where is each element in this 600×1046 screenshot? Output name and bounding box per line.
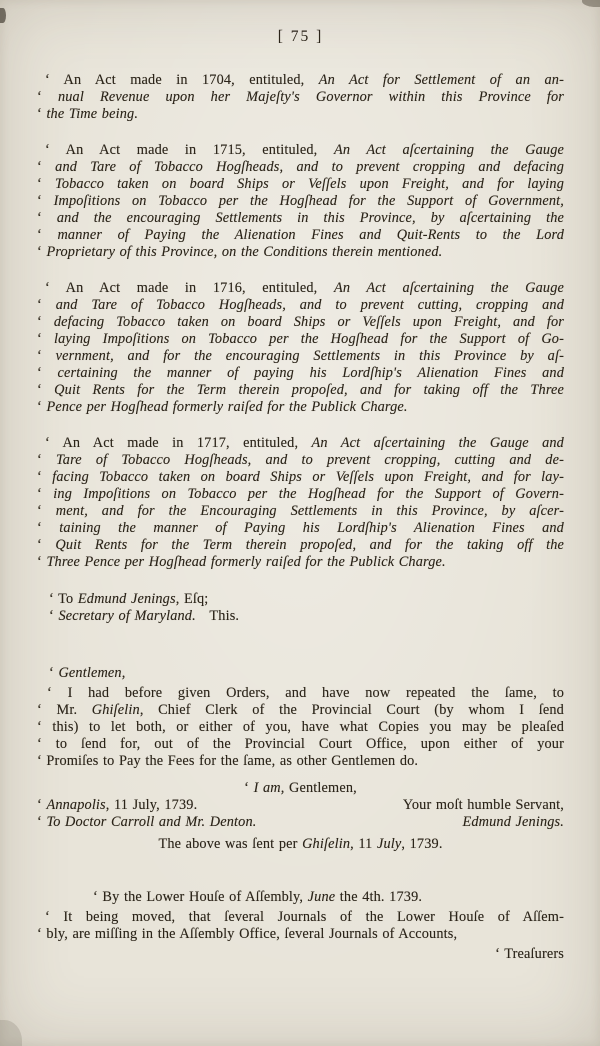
text-segment: ‘ To <box>49 591 78 607</box>
text-line <box>37 244 564 261</box>
text-segment: ‘ An Act made in 1717, entituled, <box>45 435 312 451</box>
line-right-part <box>403 797 564 814</box>
text-segment: ‘ I had before given Orders, and have now repeated the ſame, to <box>47 685 564 701</box>
text-segment: Edmund Jenings <box>77 591 176 607</box>
text-segment: ‘ <box>37 193 54 209</box>
text-line <box>37 297 564 314</box>
text-segment: facing Tobacco taken on board Ships or Veſſels upon Freight, and for lay- <box>52 469 565 485</box>
text-line <box>37 159 564 176</box>
text-line <box>37 382 564 399</box>
text-segment: manner of Paying the Alienation Fines and Quit-Rents to the Lord <box>57 227 564 243</box>
text-segment: This. <box>195 608 240 624</box>
text-segment: ‘ <box>37 159 56 175</box>
text-segment: ‘ <box>37 106 47 122</box>
line-right-part <box>462 814 564 831</box>
text-segment: Annapolis <box>46 797 106 813</box>
text-segment: the 4th. 1739. <box>335 889 423 905</box>
text-line <box>37 926 564 943</box>
text-segment: Impoſitions on Tobacco per the Hogſhead for the Support of Government, <box>53 193 565 209</box>
text-segment: Tobacco taken on board Ships or Veſſels upon Freight, and for laying <box>55 176 564 192</box>
text-line <box>37 452 564 469</box>
text-segment: ‘ <box>49 665 59 681</box>
text-segment: ‘ this) to let both, or either of you, have what Copies you may be pleaſed <box>37 719 564 735</box>
block-catchword <box>37 946 564 963</box>
text-segment: ‘ <box>37 486 54 502</box>
text-segment: ‘ <box>37 382 55 398</box>
text-segment: ‘ <box>37 210 57 226</box>
text-segment: , Chief Clerk of the Provincial Court (by whom I ſend <box>139 702 564 718</box>
text-line <box>37 486 564 503</box>
block-act <box>37 280 564 416</box>
page-number: [ 75 ] <box>277 28 324 45</box>
text-segment: laying Impoſitions on Tobacco per the Hogſhead for the Support of Go- <box>53 331 565 347</box>
scan-artifact <box>0 1020 22 1046</box>
text-line <box>37 537 564 554</box>
text-line <box>37 753 564 770</box>
text-line <box>37 176 564 193</box>
text-segment: ‘ <box>37 227 58 243</box>
text-line <box>37 348 564 365</box>
text-segment: ‘ An Act made in 1716, entituled, <box>45 280 334 296</box>
text-line <box>37 399 564 416</box>
text-segment: , Eſq; <box>175 591 209 607</box>
text-line <box>37 106 564 123</box>
text-segment: Gentlemen, <box>58 665 126 681</box>
text-line <box>37 685 564 702</box>
text-line <box>37 89 564 106</box>
text-segment: Your moſt humble Servant, <box>402 797 564 813</box>
text-segment: ‘ <box>37 176 56 192</box>
text-segment: Gentlemen, <box>284 780 357 796</box>
text-segment: ‘ <box>37 244 47 260</box>
line-left-part <box>37 814 257 831</box>
text-line <box>37 665 564 682</box>
text-segment: Three Pence per Hogſhead formerly raiſed for the Publick Charge. <box>46 554 446 570</box>
text-segment: ‘ Mr. <box>37 702 92 718</box>
text-line <box>37 331 564 348</box>
text-segment: ‘ Treaſurers <box>495 946 564 962</box>
scan-artifact <box>582 0 600 7</box>
text-line <box>37 314 564 331</box>
text-segment: , 11 <box>350 836 377 852</box>
text-line <box>37 736 564 753</box>
text-segment: ment, and for the Encouraging Settlements in this Province, by aſcer- <box>55 503 564 519</box>
block-letter <box>37 685 564 770</box>
text-segment: taining the manner of Paying his Lordſhip's Alienation Fines and <box>59 520 564 536</box>
text-line <box>37 554 564 571</box>
text-line <box>37 227 564 244</box>
text-segment: An Act aſcertaining the Gauge <box>333 280 564 296</box>
text-segment: ‘ An Act made in 1715, entituled, <box>45 142 334 158</box>
text-line <box>37 142 564 159</box>
text-segment: ‘ <box>37 331 54 347</box>
text-segment: vernment, and for the encouraging Settlements in this Province by aſ- <box>55 348 565 364</box>
text-segment: ‘ By the Lower Houſe of Aſſembly, <box>93 889 308 905</box>
text-segment: the Time being. <box>46 106 139 122</box>
text-line <box>37 365 564 382</box>
text-line <box>37 280 564 297</box>
text-line <box>37 608 564 625</box>
text-line <box>37 814 564 831</box>
text-segment: An Act aſcertaining the Gauge and <box>311 435 564 451</box>
text-line <box>37 780 564 797</box>
text-segment: Quit Rents for the Term therein propoſed, and for the taking off the <box>55 537 564 553</box>
scan-artifact <box>0 8 6 23</box>
text-segment: ‘ <box>37 348 56 364</box>
text-segment: Pence per Hogſhead formerly raiſed for the Publick Charge. <box>46 399 408 415</box>
block-address <box>37 591 564 625</box>
text-segment: ‘ <box>37 399 47 415</box>
text-segment: , 1739. <box>401 836 443 852</box>
text-segment: ‘ <box>37 503 56 519</box>
block-act <box>37 142 564 261</box>
text-segment: certaining the manner of paying his Lordſhip's Alienation Fines and <box>57 365 565 381</box>
text-segment: July <box>376 836 402 852</box>
text-segment: I am, <box>253 780 285 796</box>
text-segment: ‘ An Act made in 1704, entituled, <box>45 72 319 88</box>
text-line <box>37 797 564 814</box>
text-segment: Secretary of Maryland. <box>58 608 196 624</box>
text-line <box>37 889 564 906</box>
text-segment: ‘ It being moved, that ſeveral Journals of the Lower Houſe of Aſſem- <box>45 909 564 925</box>
text-segment: ‘ <box>37 814 47 830</box>
block-act <box>37 435 564 571</box>
text-segment: defacing Tobacco taken on board Ships or Veſſels upon Freight, and for <box>53 314 564 330</box>
text-line <box>37 719 564 736</box>
text-line <box>37 591 564 608</box>
line-left-part <box>37 797 197 814</box>
text-segment: and Tare of Tobacco Hogſheads, and to prevent cropping and defacing <box>55 159 564 175</box>
text-line <box>37 520 564 537</box>
text-line <box>37 435 564 452</box>
text-segment: ‘ <box>37 554 47 570</box>
text-segment: ‘ <box>37 297 56 313</box>
text-segment: ‘ <box>37 520 60 536</box>
text-segment: ‘ <box>37 797 47 813</box>
text-segment: An Act for Settlement of an an- <box>318 72 564 88</box>
text-segment: ‘ to ſend for, out of the Provincial Court Office, upon either of your <box>37 736 564 752</box>
text-segment: The above was ſent per <box>158 836 303 852</box>
text-segment: ‘ bly, are miſſing in the Aſſembly Office, ſeveral Journals of Accounts, <box>37 926 458 942</box>
text-segment: , 11 July, 1739. <box>105 797 198 813</box>
text-segment: Proprietary of this Province, on the Conditions therein mentioned. <box>46 244 443 260</box>
text-segment: ‘ Promiſes to Pay the Fees for the ſame, as other Gentlemen do. <box>37 753 419 769</box>
text-line <box>37 702 564 719</box>
text-segment: ‘ <box>37 365 58 381</box>
text-line <box>37 193 564 210</box>
text-line <box>37 946 564 963</box>
text-segment: ing Impoſitions on Tobacco per the Hogſhead for the Support of Govern- <box>53 486 564 502</box>
text-segment: ‘ <box>49 608 59 624</box>
block-salutation <box>37 665 564 682</box>
text-segment: ‘ <box>37 89 58 105</box>
text-segment: Edmund Jenings. <box>462 814 564 830</box>
text-line <box>37 210 564 227</box>
text-line <box>37 503 564 520</box>
text-segment: Ghiſelin <box>91 702 140 718</box>
text-segment: To Doctor Carroll and Mr. Denton. <box>46 814 257 830</box>
text-segment: Ghiſelin <box>302 836 351 852</box>
text-line <box>37 909 564 926</box>
block-act <box>37 72 564 123</box>
page-body <box>37 72 564 963</box>
text-segment: ‘ <box>37 314 54 330</box>
text-segment: ‘ <box>244 780 254 796</box>
text-segment: nual Revenue upon her Majeſty's Governor within this Province for <box>57 89 565 105</box>
text-segment: and the encouraging Settlements in this Province, by aſcertaining the <box>56 210 565 226</box>
block-sent <box>37 836 564 853</box>
text-segment: ‘ <box>37 452 56 468</box>
text-segment: Tare of Tobacco Hogſheads, and to prevent cropping, cutting and de- <box>56 452 565 468</box>
text-segment: and Tare of Tobacco Hogſheads, and to prevent cutting, cropping and <box>55 297 564 313</box>
text-line <box>37 836 564 853</box>
block-closing <box>37 780 564 831</box>
text-segment: ‘ <box>37 469 53 485</box>
text-segment: June <box>307 889 336 905</box>
text-segment: ‘ <box>37 537 56 553</box>
text-line <box>37 72 564 89</box>
text-line <box>37 469 564 486</box>
text-segment: An Act aſcertaining the Gauge <box>333 142 564 158</box>
block-assembly <box>37 909 564 943</box>
block-assembly-heading <box>37 889 564 906</box>
text-segment: Quit Rents for the Term therein propoſed, and for taking off the Three <box>54 382 565 398</box>
